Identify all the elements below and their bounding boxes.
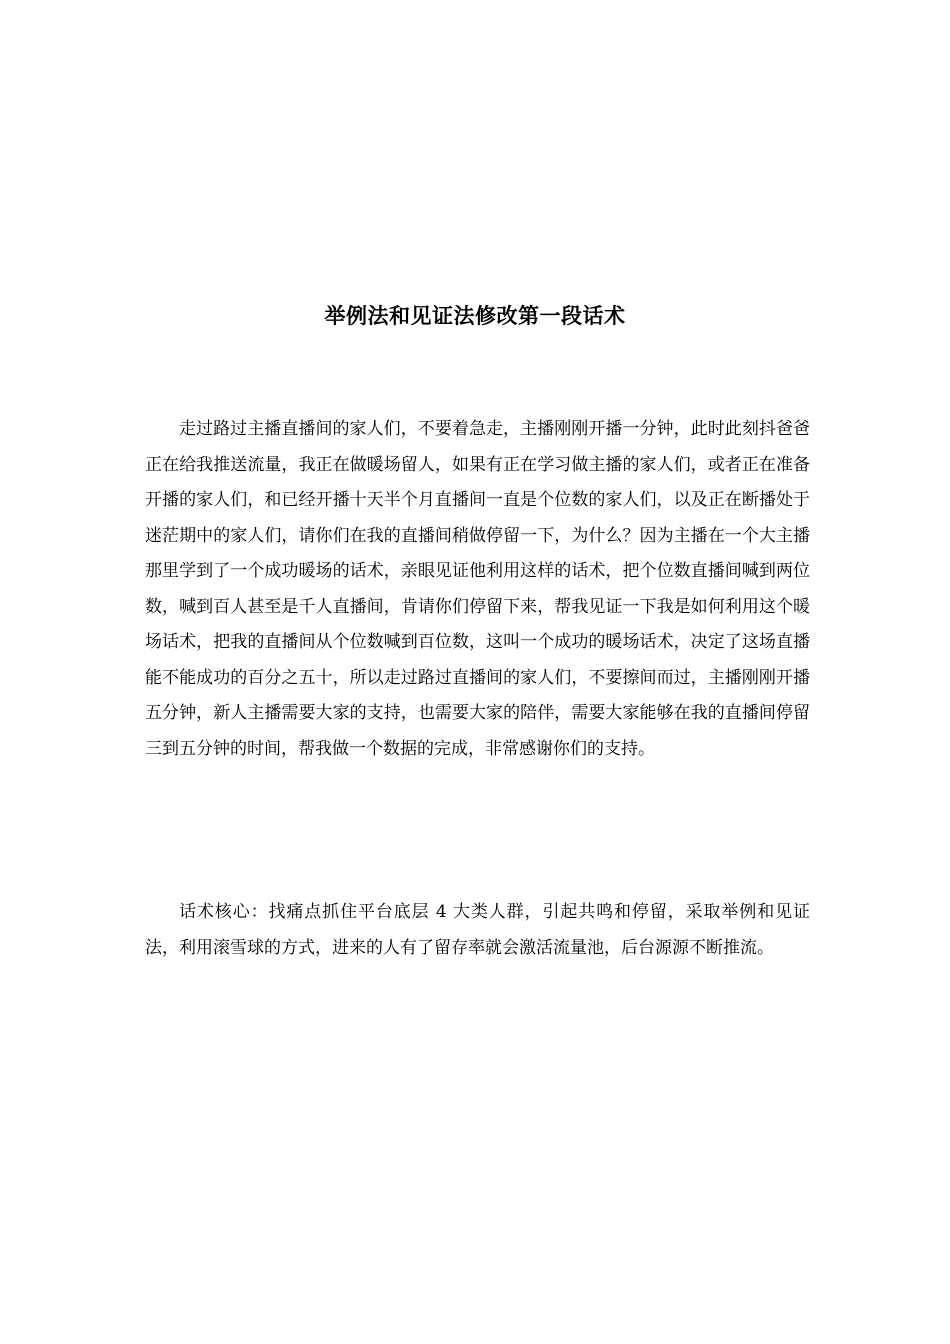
page-title: 举例法和见证法修改第一段话术 bbox=[324, 304, 626, 328]
body-paragraph-script: 走过路过主播直播间的家人们，不要着急走，主播刚刚开播一分钟，此时此刻抖爸爸正在给我推送流量，我正在做暖场留人，如果有正在学习做主播的家人们，或者正在准备开播的家人们，和已经开播十天半个月直播间一直是个位数的家人们，以及正在断播处于迷茫期中的家人们，请你们在我的直播间稍做停留一下，为什么？因为主播在一个大主播那里学到了一个成功暖场的话术，亲眼见证他利用这样的话术，把个位数直播间喊到两位数，喊到百人甚至是千人直播间，肯请你们停留下来，帮我见证一下我是如何利用这个暖场话术，把我的直播间从个位数喊到百位数，这叫一个成功的暖场话术，决定了这场直播能不能成功的百分之五十，所以走过路过直播间的家人们，不要擦间而过，主播刚刚开播五分钟，新人主播需要大家的支持，也需要大家的陪伴，需要大家能够在我的直播间停留三到五分钟的时间，帮我做一个数据的完成，非常感谢你们的支持。 bbox=[145, 419, 810, 759]
body-paragraph-core: 话术核心：找痛点抓住平台底层 4 大类人群，引起共鸣和停留，采取举例和见证法，利用滚雪球的方式，进来的人有了留存率就会激活流量池，后台源源不断推流。 bbox=[145, 902, 810, 958]
